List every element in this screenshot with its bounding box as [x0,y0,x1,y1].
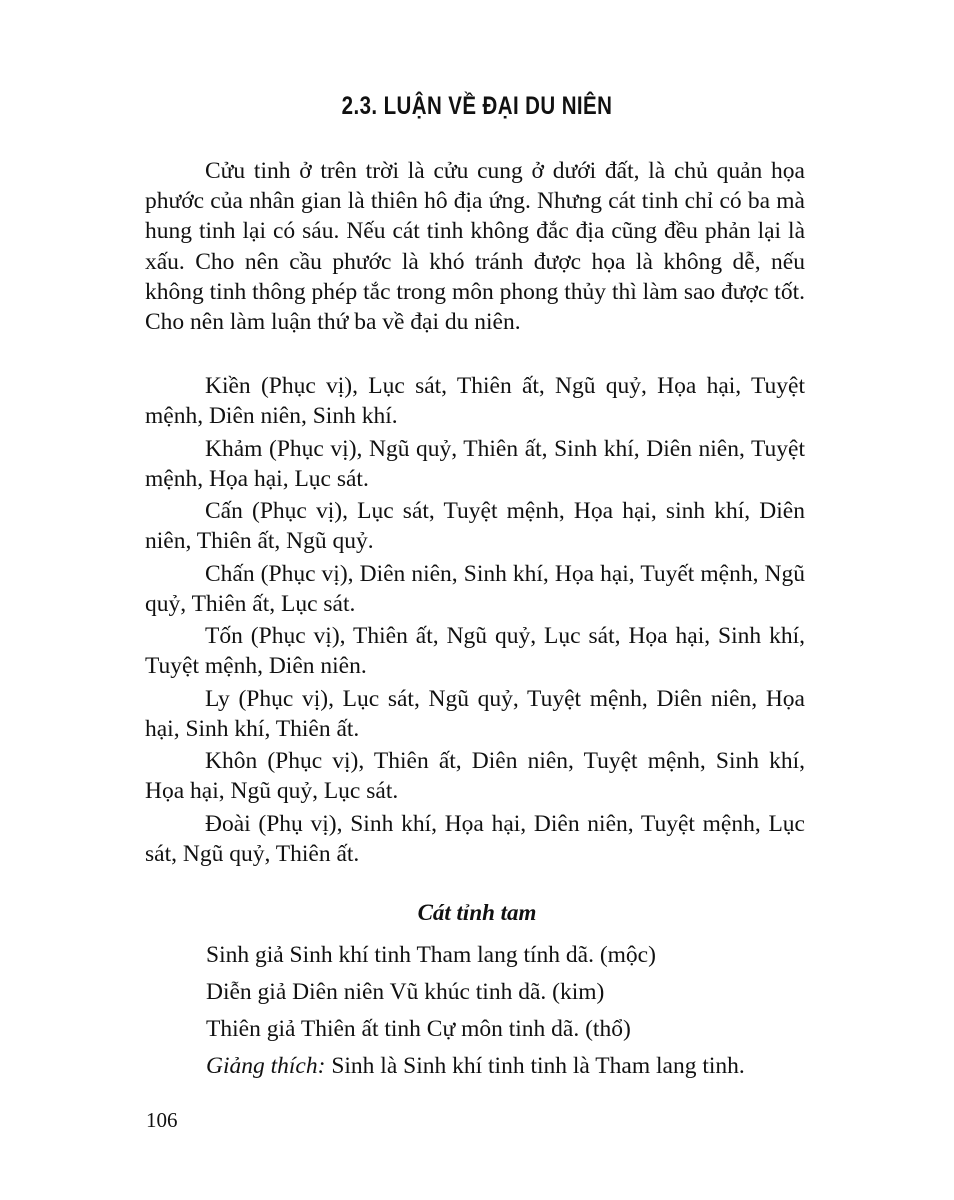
sequence-khon: Khôn (Phục vị), Thiên ất, Diên niên, Tuyệt mệnh, Sinh khí, Họa hại, Ngũ quỷ, Lục sát. [145,748,805,805]
sequence-kien: Kiền (Phục vị), Lục sát, Thiên ất, Ngũ quỷ, Họa hại, Tuyệt mệnh, Diên niên, Sinh khí. [145,373,805,430]
verse-line: Sinh giả Sinh khí tinh Tham lang tính dã. (mộc) [206,942,656,968]
sequence-ton: Tốn (Phục vị), Thiên ất, Ngũ quỷ, Lục sát, Họa hại, Sinh khí, Tuyệt mệnh, Diên niên. [145,623,805,680]
sequence-kham: Khảm (Phục vị), Ngũ quỷ, Thiên ất, Sinh khí, Diên niên, Tuyệt mệnh, Họa hại, Lục sát. [145,436,805,493]
intro-paragraph: Cửu tinh ở trên trời là cửu cung ở dưới đất, là chủ quản họa phước của nhân gian là thiên hô địa ứng. Nhưng cát tinh chỉ có ba mà hung tinh lại có sáu. Nếu cát tinh không đắc địa cũng đều phản lại là xấu. Cho nên cầu phước là khó tránh được họa là không dễ, nếu không tinh thông phép tắc trong môn phong thủy thì làm sao được tốt. Cho nên làm luận thứ ba về đại du niên. [145,158,805,336]
sequence-ly: Ly (Phục vị), Lục sát, Ngũ quỷ, Tuyệt mệnh, Diên niên, Họa hại, Sinh khí, Thiên ất. [145,686,805,743]
verse-line: Thiên giả Thiên ất tinh Cự môn tinh dã. (thổ) [206,1016,631,1042]
sequence-can: Cấn (Phục vị), Lục sát, Tuyệt mệnh, Họa hại, sinh khí, Diên niên, Thiên ất, Ngũ quỷ. [145,498,805,555]
page-number: 106 [146,1108,178,1132]
explanation-text: Sinh là Sinh khí tinh tinh là Tham lang tinh. [325,1053,745,1079]
section-heading: 2.3. LUẬN VỀ ĐẠI DU NIÊN [341,92,613,120]
sequence-chan: Chấn (Phục vị), Diên niên, Sinh khí, Họa hại, Tuyết mệnh, Ngũ quỷ, Thiên ất, Lục sát. [145,561,805,618]
sequence-doai: Đoài (Phụ vị), Sinh khí, Họa hại, Diên niên, Tuyệt mệnh, Lục sát, Ngũ quỷ, Thiên ất. [145,811,805,868]
explanation-line [206,1053,745,1080]
verse-line: Diễn giả Diên niên Vũ khúc tinh dã. (kim) [206,979,605,1005]
subheading: Cát tỉnh tam [417,900,537,925]
explanation-label: Giảng thích: [206,1053,326,1079]
